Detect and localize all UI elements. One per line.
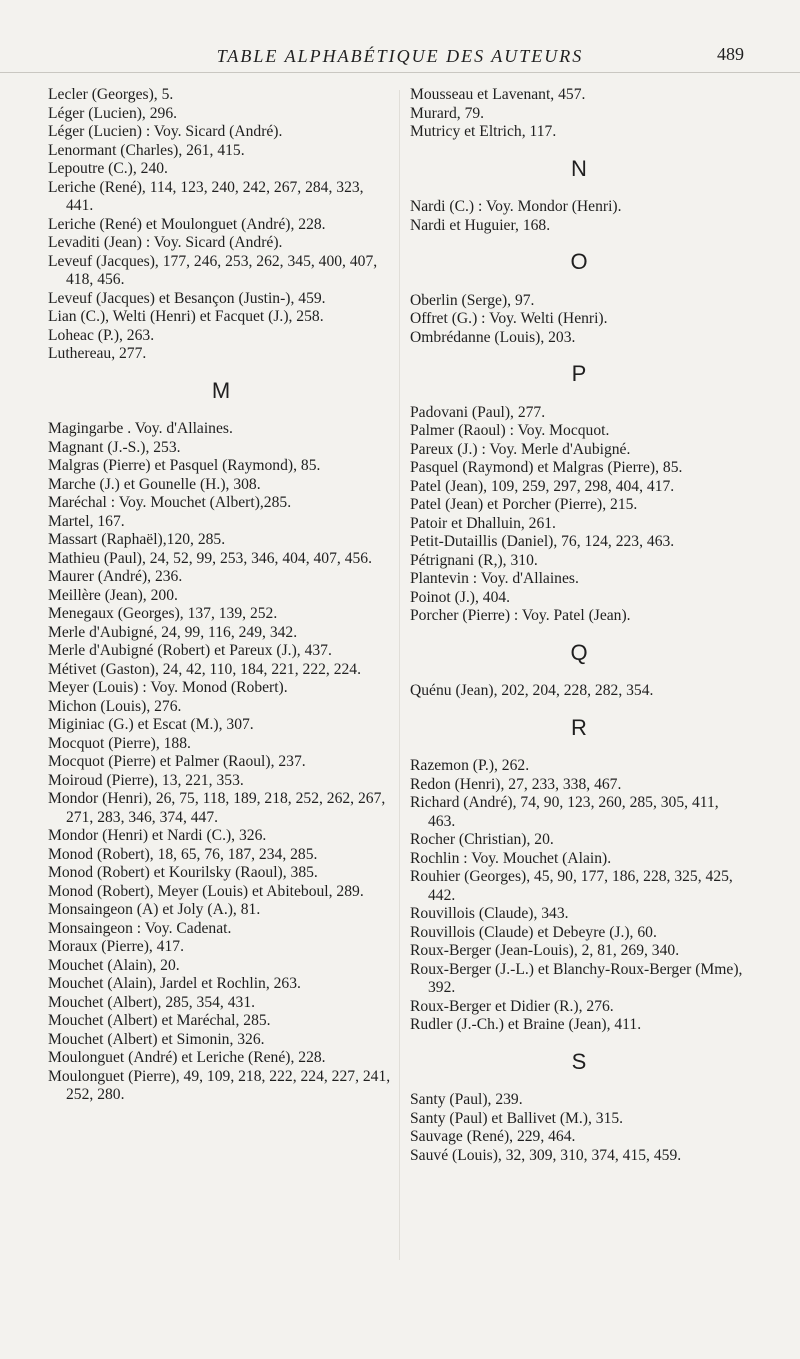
index-entry: Sauvé (Louis), 32, 309, 310, 374, 415, 459. <box>410 1146 682 1164</box>
index-entry: Roux-Berger (J.-L.) et Blanchy-Roux-Berger (Mme), 392. <box>410 960 743 996</box>
index-entry: Mocquot (Pierre), 188. <box>48 734 191 752</box>
index-entry: Lenormant (Charles), 261, 415. <box>48 141 245 159</box>
index-entry: Rochlin : Voy. Mouchet (Alain). <box>410 849 612 867</box>
index-entry: Monsaingeon : Voy. Cadenat. <box>48 919 232 937</box>
page-number: 489 <box>717 44 744 64</box>
right-column <box>410 86 748 1165</box>
index-entry: Monsaingeon (A) et Joly (A.), 81. <box>48 901 261 918</box>
index-entry: Magingarbe . Voy. d'Allaines. <box>48 420 233 437</box>
index-entry: Rouvillois (Claude), 343. <box>410 905 569 922</box>
index-entry: Oberlin (Serge), 97. <box>410 291 535 309</box>
section-letter: S <box>571 1048 587 1074</box>
index-entry: Roux-Berger (Jean-Louis), 2, 81, 269, 340. <box>410 942 680 959</box>
index-entry: Loheac (P.), 263. <box>48 326 155 344</box>
index-entry: Patel (Jean), 109, 259, 297, 298, 404, 417. <box>410 477 675 495</box>
column-gutter <box>399 90 400 1260</box>
index-entry: Luthereau, 277. <box>48 345 147 362</box>
index-entry: Mousseau et Lavenant, 457. <box>410 86 586 103</box>
index-entry: Mouchet (Albert) et Maréchal, 285. <box>48 1012 271 1029</box>
index-entry: Lian (C.), Welti (Henri) et Facquet (J.), 258. <box>48 308 324 325</box>
index-entry: Moraux (Pierre), 417. <box>48 938 184 955</box>
index-entry: Maréchal : Voy. Mouchet (Albert),285. <box>48 494 292 511</box>
index-entry: Moulonguet (Pierre), 49, 109, 218, 222, 224, 227, 241, 252, 280. <box>48 1067 391 1103</box>
index-entry: Razemon (P.), 262. <box>410 757 530 774</box>
index-entry: Malgras (Pierre) et Pasquel (Raymond), 85. <box>48 457 321 474</box>
index-entry: Marche (J.) et Gounelle (H.), 308. <box>48 475 261 493</box>
index-entry: Murard, 79. <box>410 104 485 122</box>
index-entry: Mondor (Henri) et Nardi (C.), 326. <box>48 827 267 844</box>
index-entry: Moulonguet (André) et Leriche (René), 228. <box>48 1049 326 1066</box>
section-letter: O <box>570 249 588 274</box>
index-entry: Rouhier (Georges), 45, 90, 177, 186, 228, 325, 425, 442. <box>410 868 733 904</box>
index-entry: Léger (Lucien), 296. <box>48 104 178 122</box>
index-entry: Leveuf (Jacques) et Besançon (Justin-), 459. <box>48 289 326 307</box>
index-entry: Michon (Louis), 276. <box>48 697 182 715</box>
index-entry: Rudler (J.-Ch.) et Braine (Jean), 411. <box>410 1016 642 1033</box>
index-entry: Patel (Jean) et Porcher (Pierre), 215. <box>410 496 638 513</box>
index-entry: Mocquot (Pierre) et Palmer (Raoul), 237. <box>48 753 306 770</box>
index-entry: Patoir et Dhalluin, 261. <box>410 514 556 532</box>
index-entry: Plantevin : Voy. d'Allaines. <box>410 570 579 587</box>
index-entry: Leveuf (Jacques), 177, 246, 253, 262, 345, 400, 407, 418, 456. <box>48 252 378 288</box>
index-entry: Richard (André), 74, 90, 123, 260, 285, 305, 411, 463. <box>410 794 719 830</box>
index-entry: Leriche (René), 114, 123, 240, 242, 267, 284, 323, 441. <box>48 178 364 214</box>
index-entry: Sauvage (René), 229, 464. <box>410 1128 576 1145</box>
index-entry: Pasquel (Raymond) et Malgras (Pierre), 85. <box>410 459 683 476</box>
index-entry: Mathieu (Paul), 24, 52, 99, 253, 346, 404, 407, 456. <box>48 549 372 567</box>
index-entry: Santy (Paul), 239. <box>410 1091 523 1108</box>
index-entry: Moiroud (Pierre), 13, 221, 353. <box>48 771 244 789</box>
section-letter: R <box>571 714 587 740</box>
index-entry: Roux-Berger et Didier (R.), 276. <box>410 997 614 1015</box>
index-entry: Ombrédanne (Louis), 203. <box>410 328 576 346</box>
section-letter: M <box>211 377 231 403</box>
index-entry: Pétrignani (R,), 310. <box>410 551 538 569</box>
index-entry: Mouchet (Alain), 20. <box>48 956 180 974</box>
index-entry: Porcher (Pierre) : Voy. Patel (Jean). <box>410 607 631 624</box>
index-entry: Monod (Robert) et Kourilsky (Raoul), 385. <box>48 864 318 881</box>
index-entry: Monod (Robert), Meyer (Louis) et Abiteboul, 289. <box>48 882 364 900</box>
index-entry: Quénu (Jean), 202, 204, 228, 282, 354. <box>410 682 654 699</box>
index-entry: Petit-Dutaillis (Daniel), 76, 124, 223, 463. <box>410 533 675 550</box>
index-entry: Lecler (Georges), 5. <box>48 86 174 103</box>
index-entry: Métivet (Gaston), 24, 42, 110, 184, 221, 222, 224. <box>48 660 362 678</box>
index-entry: Merle d'Aubigné, 24, 99, 116, 249, 342. <box>48 623 298 641</box>
index-entry: Nardi et Huguier, 168. <box>410 216 551 234</box>
index-entry: Mondor (Henri), 26, 75, 118, 189, 218, 252, 262, 267, 271, 283, 346, 374, 447. <box>48 790 386 826</box>
index-entry: Mutricy et Eltrich, 117. <box>410 123 557 140</box>
section-letter: P <box>571 361 587 386</box>
index-entry: Lepoutre (C.), 240. <box>48 160 168 177</box>
section-letter: N <box>571 155 587 181</box>
index-entry: Léger (Lucien) : Voy. Sicard (André). <box>48 123 283 140</box>
index-entry: Palmer (Raoul) : Voy. Mocquot. <box>410 422 610 439</box>
section-letter: Q <box>570 639 588 665</box>
index-entry: Redon (Henri), 27, 233, 338, 467. <box>410 775 622 793</box>
index-entry: Rocher (Christian), 20. <box>410 831 554 848</box>
index-entry: Levaditi (Jean) : Voy. Sicard (André). <box>48 234 283 251</box>
index-entry: Poinot (J.), 404. <box>410 588 511 606</box>
index-entry: Rouvillois (Claude) et Debeyre (J.), 60. <box>410 923 657 941</box>
index-entry: Monod (Robert), 18, 65, 76, 187, 234, 285. <box>48 845 318 863</box>
running-header <box>0 44 800 73</box>
index-entry: Massart (Raphaël),120, 285. <box>48 531 226 548</box>
index-entry: Offret (G.) : Voy. Welti (Henri). <box>410 310 608 327</box>
index-entry: Meyer (Louis) : Voy. Monod (Robert). <box>48 679 288 696</box>
index-entry: Mouchet (Albert), 285, 354, 431. <box>48 993 256 1011</box>
index-entry: Merle d'Aubigné (Robert) et Pareux (J.), 437. <box>48 642 332 659</box>
index-entry: Padovani (Paul), 277. <box>410 403 546 421</box>
index-entry: Maurer (André), 236. <box>48 568 183 585</box>
left-column <box>48 86 394 1105</box>
index-entry: Mouchet (Alain), Jardel et Rochlin, 263. <box>48 975 301 992</box>
index-entry: Santy (Paul) et Ballivet (M.), 315. <box>410 1109 624 1127</box>
index-entry: Meillère (Jean), 200. <box>48 586 178 604</box>
index-entry: Miginiac (G.) et Escat (M.), 307. <box>48 716 254 733</box>
index-entry: Martel, 167. <box>48 512 125 530</box>
page-title: TABLE ALPHABÉTIQUE DES AUTEURS <box>216 46 584 66</box>
index-entry: Mouchet (Albert) et Simonin, 326. <box>48 1030 265 1048</box>
index-entry: Magnant (J.-S.), 253. <box>48 438 181 456</box>
index-entry: Leriche (René) et Moulonguet (André), 228. <box>48 215 326 233</box>
index-entry: Nardi (C.) : Voy. Mondor (Henri). <box>410 198 622 215</box>
index-entry: Pareux (J.) : Voy. Merle d'Aubigné. <box>410 440 631 458</box>
index-entry: Menegaux (Georges), 137, 139, 252. <box>48 605 278 622</box>
